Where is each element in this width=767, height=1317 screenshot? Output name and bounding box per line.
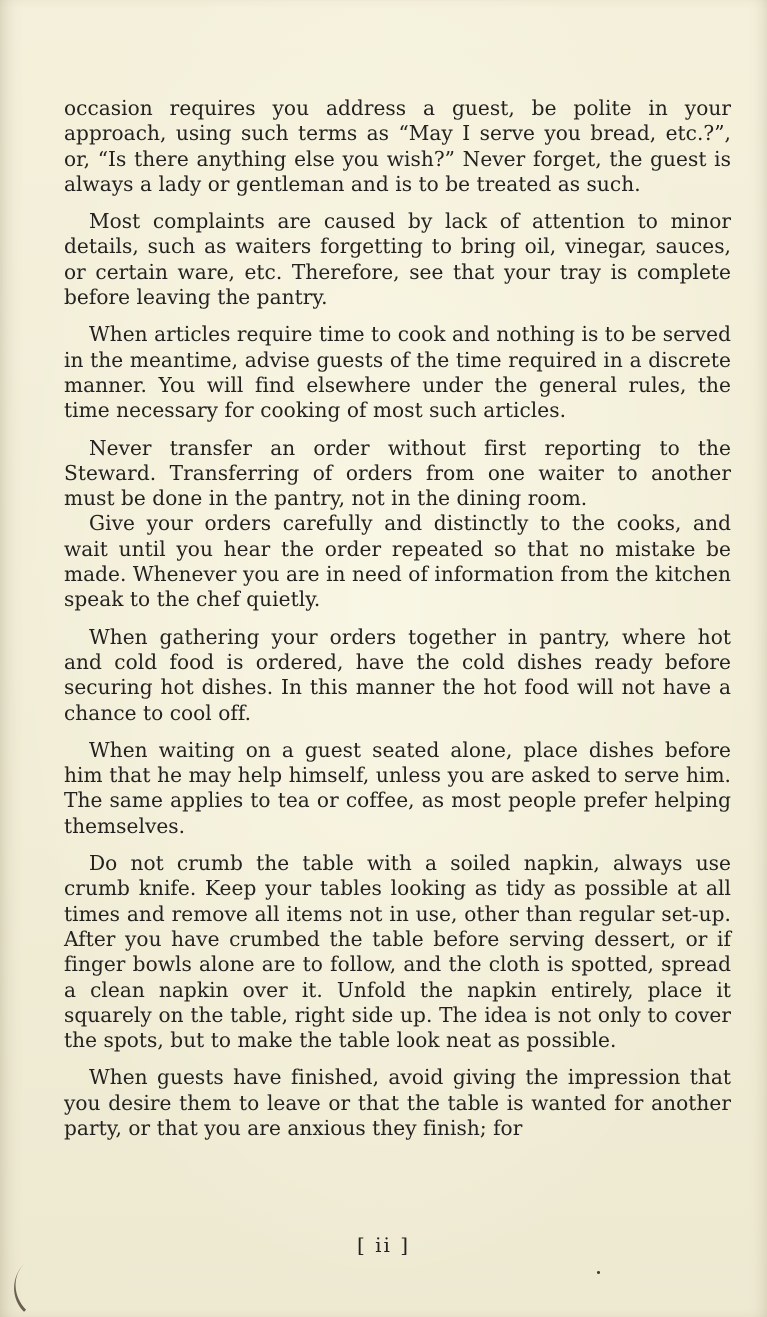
paragraph-guest-alone: When waiting on a guest seated alone, place dishes before him that he may help himself, unless you are asked to serve him. The same applies to tea or coffee, as most people prefer helping themselves.: [64, 737, 731, 838]
paragraph-gathering-orders: When gathering your orders together in pantry, where hot and cold food is ordered, have the cold dishes ready before securing hot dishes. In this manner the hot food will not have a chance to cool off.: [64, 624, 731, 725]
paragraph-guest-address: occasion requires you address a guest, be polite in your approach, using such terms as “May I serve you bread, etc.?”, or, “Is there anything else you wish?” Never forget, the guest is always a lady or gentleman and is to be treated as such.: [64, 96, 731, 196]
paper-speck: [597, 1271, 600, 1274]
paragraph-transfer-order: Never transfer an order without first reporting to the Steward. Transferring of orders from one waiter to another must be done in the pantry, not in the dining room.: [64, 435, 731, 511]
page-number: [ ii ]: [356, 1233, 411, 1257]
paragraph-cooking-time: When articles require time to cook and nothing is to be served in the meantime, advise guests of the time required in a discrete manner. You will find elsewhere under the general rules, the time necessary for cooking of most such articles.: [64, 322, 731, 423]
body-text: [64, 96, 731, 1153]
paragraph-complaints: Most complaints are caused by lack of attention to minor details, such as waiters forgetting to bring oil, vinegar, sauces, or certain ware, etc. Therefore, see that your tray is complete before leaving the pantry.: [64, 209, 731, 310]
paragraph-guests-finished: When guests have finished, avoid giving the impression that you desire them to leave or that the table is wanted for another party, or that you are anxious they finish; for: [64, 1065, 731, 1140]
page-corner-curl: [0, 1262, 50, 1312]
paragraph-crumb-table: Do not crumb the table with a soiled napkin, always use crumb knife. Keep your tables looking as tidy as possible at all times and remove all items not in use, other than regular set-up. After you have crumbed the table before serving dessert, or if finger bowls alone are to follow, and the cloth is spotted, spread a clean napkin over it. Unfold the napkin entirely, place it squarely on the table, right side up. The idea is not only to cover the spots, but to make the table look neat as possible.: [64, 851, 731, 1053]
paragraph-give-orders: Give your orders carefully and distinctly to the cooks, and wait until you hear the order repeated so that no mistake be made. Whenever you are in need of information from the kitchen speak to the chef quietly.: [64, 511, 731, 612]
